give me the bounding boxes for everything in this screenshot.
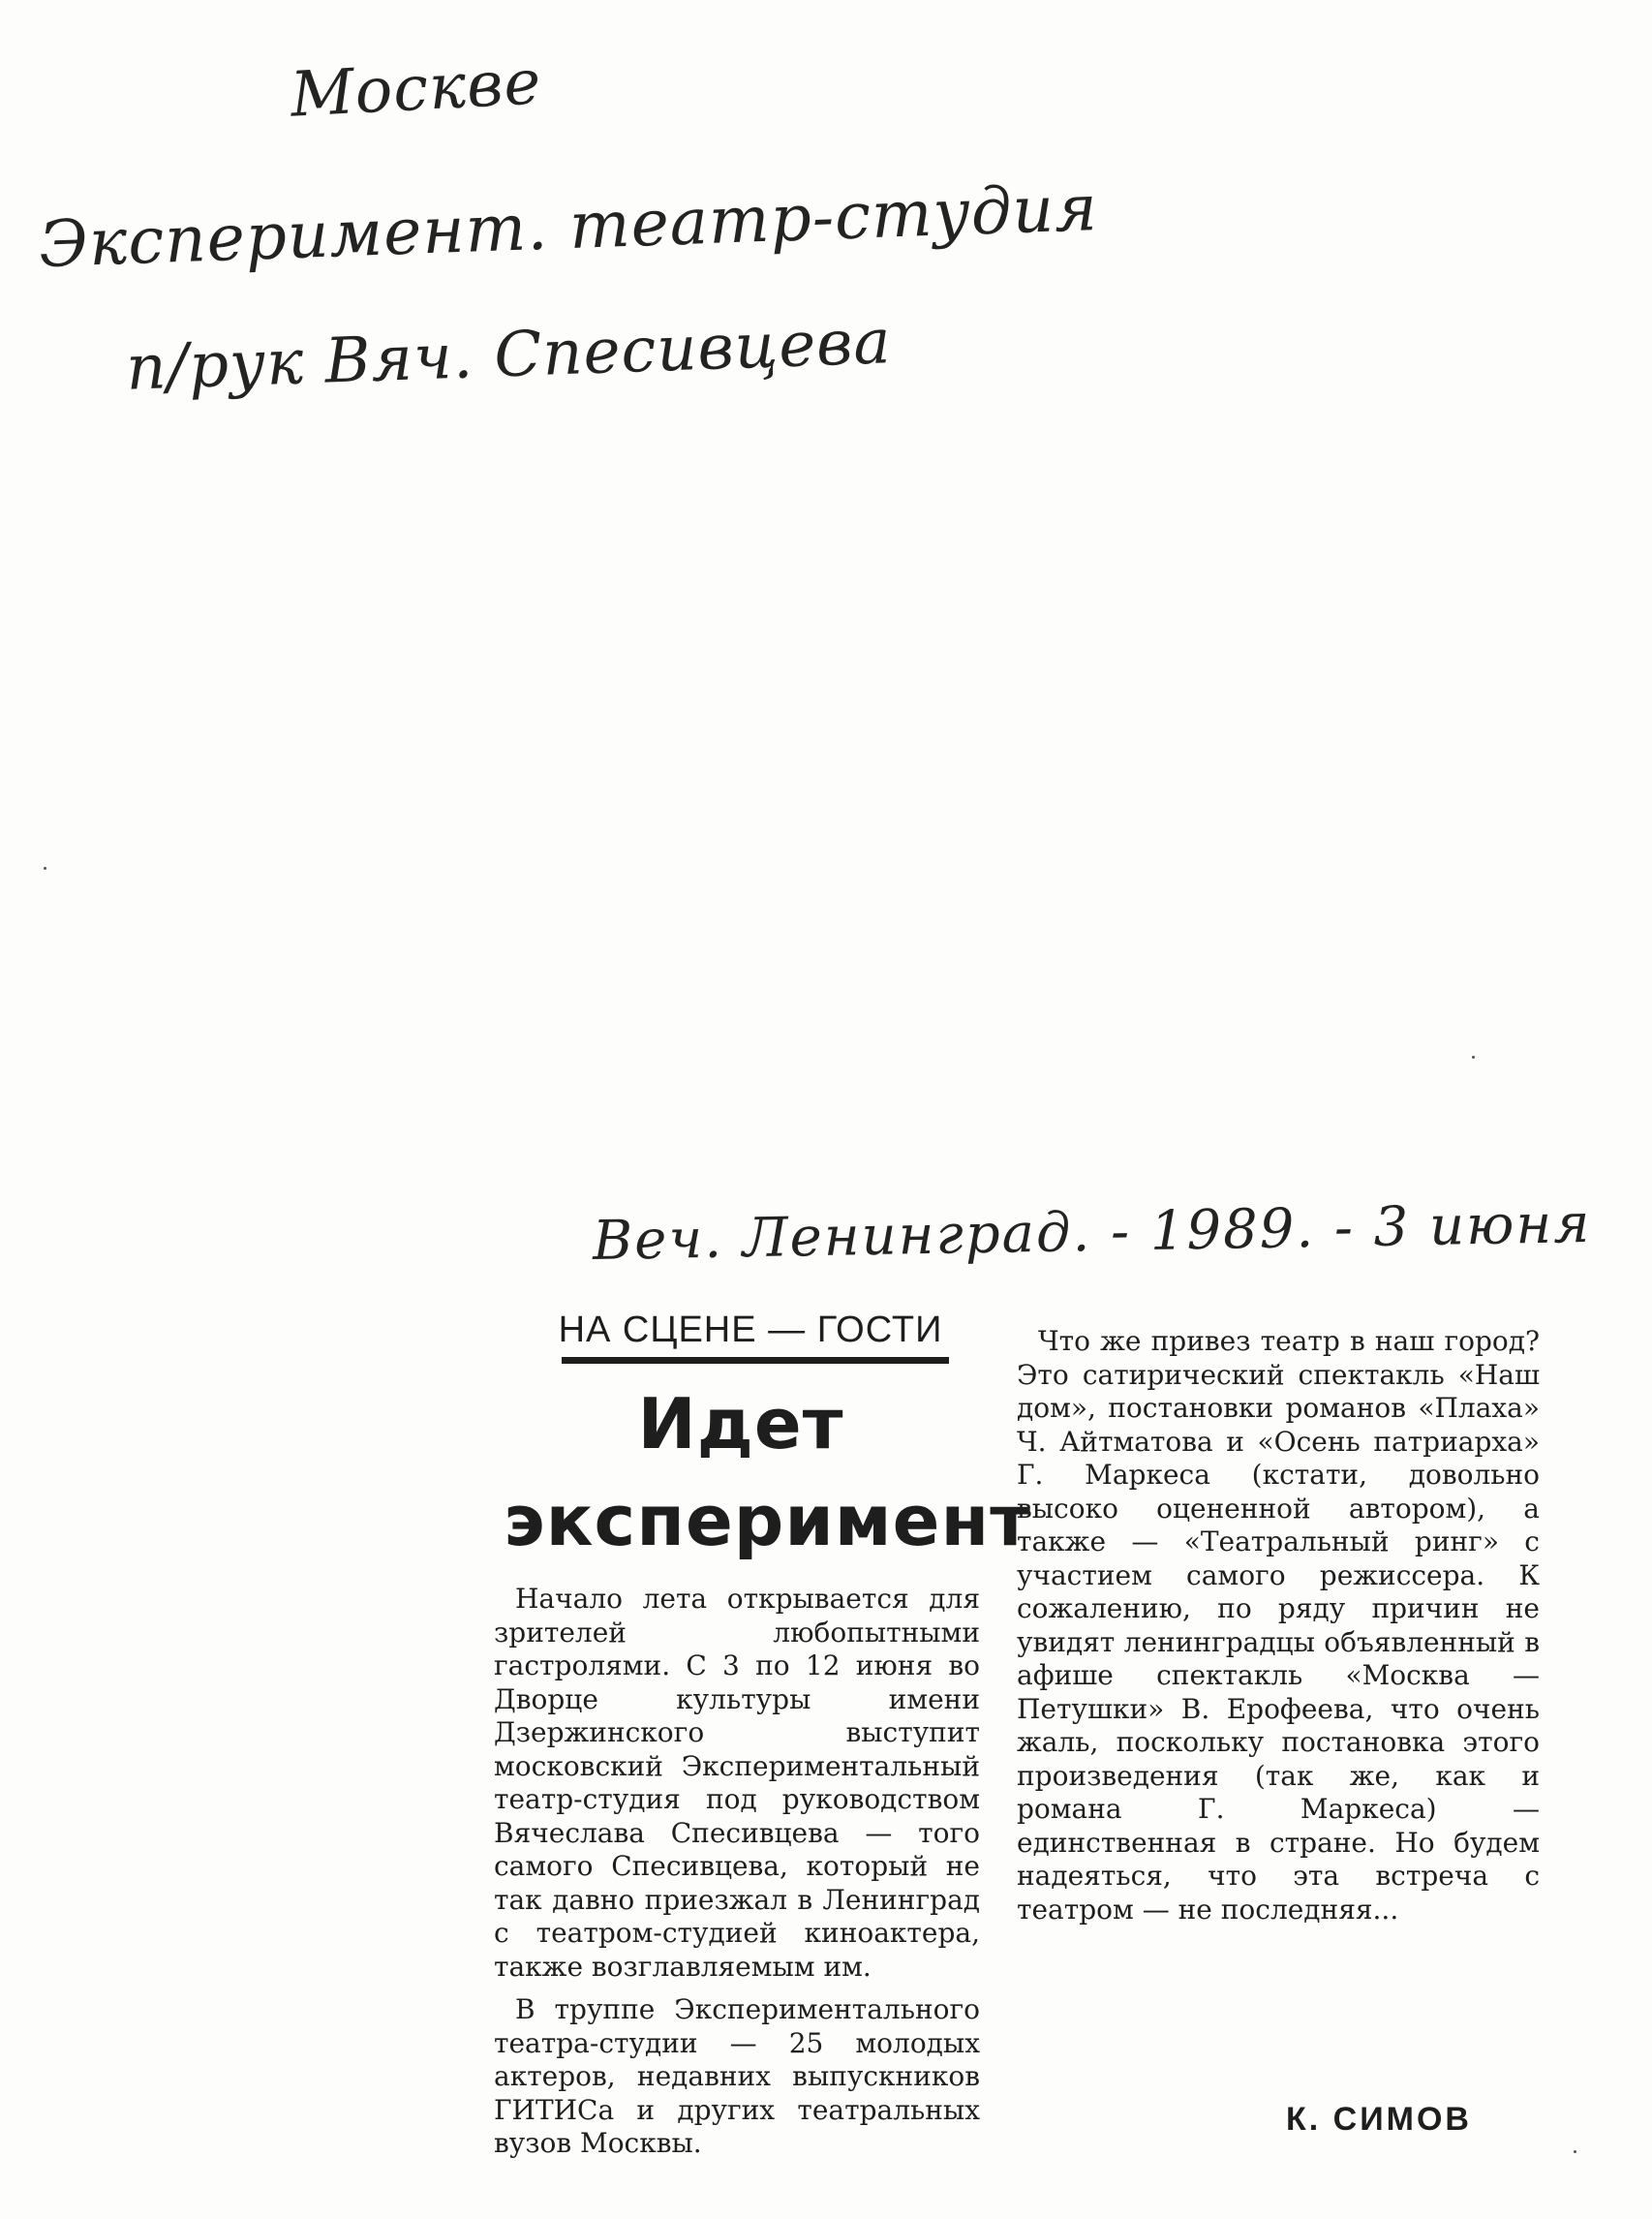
headline-line-1: Идет [637,1383,844,1464]
scan-speck [44,867,46,870]
article-author: К. СИМОВ [1286,2101,1472,2138]
rubric-heading: НА СЦЕНЕ — ГОСТИ [558,1310,943,1350]
article-paragraph-3: Что же привез театр в наш город? Это сатирический спектакль «Наш дом», постановки романов «Плаха» Ч. Айтматова и «Осень патриарха» Г. Маркеса (кстати, довольно высоко оцененной автором), а также — «Театральный ринг» с участием самого режиссера. К сожалению, по ряду причин не увидят ленинградцы объявленный в афише спектакль «Москва — Петушки» В. Ерофеева, что очень жаль, поскольку постановка этого произведения (так же, как и романа Г. Маркеса) — единственная в стране. Но будем надеяться, что эта встреча с театром — не последняя... [1017,1325,1540,1926]
article-paragraph-2: В труппе Экспериментального театра-студии — 25 молодых актеров, недавних выпускников ГИТИСа и других театральных вузов Москвы. [494,1993,980,2159]
clipping-right-column [1017,1308,1540,1926]
handwritten-source-date: Веч. Ленинград. - 1989. - 3 июня [592,1192,1592,1273]
scan-speck [1472,1056,1475,1059]
newspaper-clipping [484,1308,1559,2160]
clipping-left-column [484,1308,1031,2161]
article-headline [504,1375,1031,1569]
scan-speck [1574,2150,1576,2153]
article-paragraph-1: Начало лета открывается для зрителей любопытными гастролями. С 3 по 12 июня во Дворце культуры имени Дзержинского выступит московский Экспериментальный театр-студия под руководством Вячеслава Спесивцева — того самого Спесивцева, который не так давно приезжал в Ленинград с театром-студией киноактера, также возглавляемым им. [494,1583,980,1983]
rubric-underline [562,1357,949,1364]
handwritten-theatre-name: Эксперимент. театр-студия [37,170,1100,283]
left-column-text [494,1583,980,2161]
handwritten-director: п/рук Вяч. Спесивцева [124,306,893,405]
headline-line-2: эксперимент [504,1480,1031,1561]
handwritten-city: Москве [289,46,544,132]
